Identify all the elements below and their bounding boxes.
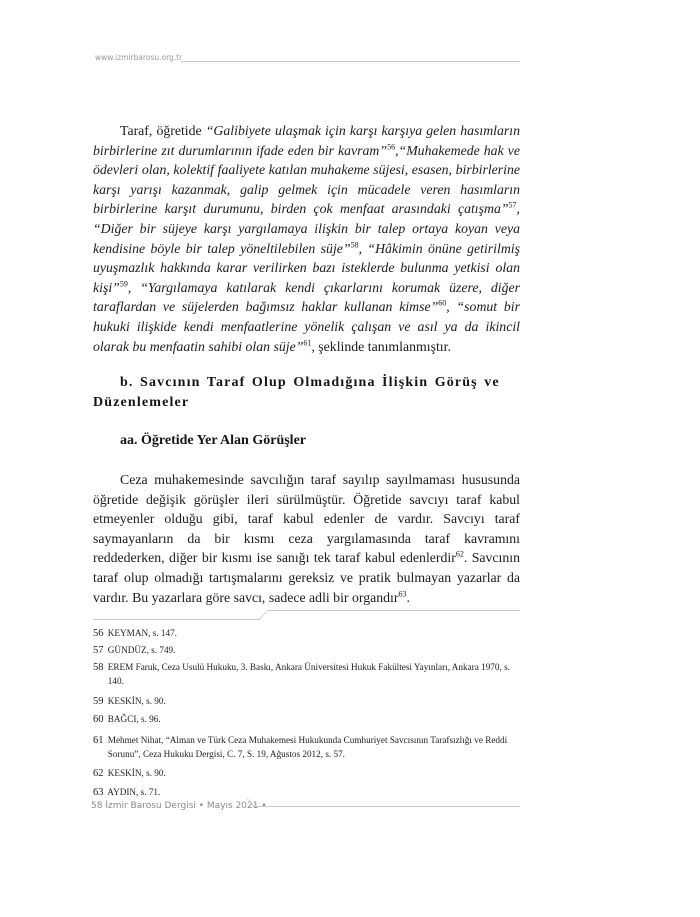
footnote-text: KESKİN, s. 90. [107,696,166,706]
quote-61: “somut bir hukuki ilişkide kendi menfaatlerine yönelik çalışan ve asıl ya da ikincil olarak bu menfaatin sahibi olan süje” [93,299,520,354]
paragraph-taraf-definitions [93,121,520,356]
footnote-number: 60 [93,714,104,725]
footnote-text: Mehmet Nihat, “Alman ve Türk Ceza Muhakemesi Hukukunda Cumhuriyet Savcısının Tarafsızlığı ve Reddi Sorunu”, Ceza Hukuku Dergisi, C. 7, S. 19, Ağustos 2012, s. 57. [107,735,508,759]
footnote-number: 62 [93,768,104,779]
section-heading-b-line2: Düzenlemeler [93,395,190,410]
section-heading-b-line1: b. Savcının Taraf Olup Olmadığına İlişkin Görüş ve [120,375,500,390]
footnote-ref-56[interactable]: 56 [387,142,396,151]
footnote-number: 59 [93,696,104,707]
footnote-number: 56 [93,628,104,639]
quote-58: “Diğer bir süjeye karşı yargılamaya ilişkin bir talep ortaya koyan veya kendisine böyle bir talep yöneltilebilen süje” [93,220,520,256]
para1-sep: , [127,279,141,295]
header-rule [181,61,520,62]
footnote-separator [93,619,260,620]
footnote-text: KESKİN, s. 90. [107,768,166,778]
header-url: www.izmirbarosu.org.tr [95,53,183,62]
footnote-63 [93,785,520,800]
footnote-text: BAĞCI, s. 96. [107,714,161,724]
footnote-number: 63 [93,787,104,798]
footnote-ref-63[interactable]: 63 [398,588,407,598]
footnote-61 [93,733,520,761]
footnote-separator-right [268,610,520,611]
para2-text2: . Savcının taraf olup olmadığı tartışmalarını gereksiz ve pratik bulmayan yazarlar da vardır. Bu yazarlara göre savcı, sadece adli bir organdır [93,550,520,605]
quote-60: “Yargılamaya katılarak kendi çıkarlarını korumak üzere, diğer taraflardan ve süjelerden bağımsız haklar kullanan kimse” [93,279,520,315]
para1-sep: , [516,201,520,217]
para1-sep: , [358,240,368,256]
para2-text3: . [406,589,410,605]
footnote-text: GÜNDÜZ, s. 749. [107,645,176,655]
footnote-62 [93,766,520,781]
footnote-text: AYDIN, s. 71. [107,787,161,797]
footnote-58 [93,660,520,688]
page-footer: 58 İzmir Barosu Dergisi • Mayıs 2021 • [91,801,267,811]
footnote-ref-59[interactable]: 59 [119,279,128,289]
para1-lead: Taraf, öğretide [120,123,206,138]
footnote-separator-notch [259,610,283,619]
footnote-text: KEYMAN, s. 147. [107,628,177,638]
para1-sep: , [446,299,457,315]
footer-rule [252,806,520,807]
footnote-ref-62[interactable]: 62 [455,549,464,559]
footnote-number: 57 [93,645,104,656]
footnote-ref-61[interactable]: 61 [303,337,312,347]
para1-tail: , şeklinde tanımlanmıştır. [311,338,451,354]
quote-56: “Galibiyete ulaşmak için karşı karşıya gelen hasımların birbirlerine zıt durumlarının ifade eden bir kavram” [93,123,521,158]
footnote-ref-57[interactable]: 57 [508,200,517,210]
footnote-57 [93,643,520,658]
footnote-ref-60[interactable]: 60 [438,298,447,308]
quote-57: “Muhakemede hak ve ödevleri olan, kolektif faaliyete katılan muhakeme süjesi, esasen, birbirlerine karşı yarışı kazanmak, galip gelmek için mücadele veren hasımların birbirlerine karşıt durumunu, birden çok menfaat arasındaki çatışma” [93,142,520,217]
footnote-ref-58[interactable]: 58 [350,239,359,249]
footnote-56 [93,626,520,641]
footnote-text: EREM Faruk, Ceza Usulü Hukuku, 3. Baskı, Ankara Üniversitesi Hukuk Fakültesi Yayınları, Ankara 1970, s. 140. [107,662,510,686]
paragraph-savci-views [93,470,520,607]
para2-text1: Ceza muhakemesinde savcılığın taraf sayılıp sayılmaması hususunda öğretide değişik görüşler ileri sürülmüştür. Öğretide savcıyı taraf kabul etmeyenler olduğu gibi, taraf kabul edenler de vardır. Savcıyı taraf saymayanların da bir kısmı ceza yargılamasında taraf kavramını reddederken, diğer bir kısmı ise sanığı tek taraf kabul edenlerdir [93,472,520,566]
quote-59: “Hâkimin önüne getirilmiş uyuşmazlık hakkında karar verilirken bazı isteklerde bulunma yetkisi olan kişi” [93,240,520,295]
footnote-number: 61 [93,735,104,746]
footnote-number: 58 [93,662,104,673]
footnote-59 [93,694,520,709]
para1-sep: , [395,142,399,158]
section-heading-aa: aa. Öğretide Yer Alan Görüşler [120,433,306,448]
footnote-60 [93,712,520,727]
section-heading-b [93,373,523,413]
